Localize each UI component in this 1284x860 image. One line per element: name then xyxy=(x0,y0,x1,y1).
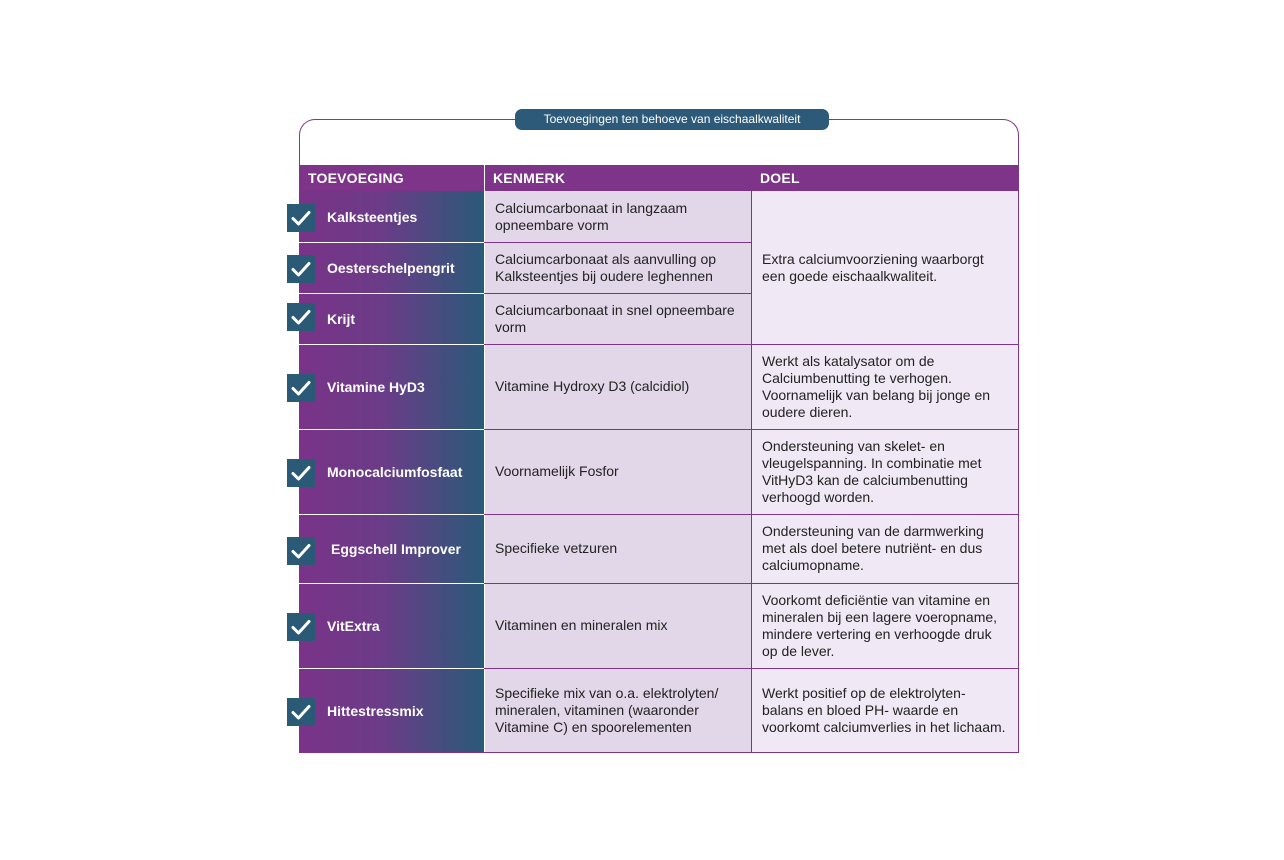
divider xyxy=(299,429,484,430)
divider xyxy=(484,514,1019,515)
checkmark-icon xyxy=(287,255,315,283)
row-kenmerk-hittestressmix: Specifieke mix van o.a. elektrolyten/ mineralen, vitaminen (waaronder Vitamine C) en spoorelementen xyxy=(484,668,751,753)
row-name-eggschell-improver: Eggschell Improver xyxy=(299,514,484,583)
divider xyxy=(299,583,484,584)
divider xyxy=(751,165,752,753)
row-name-krijt: Krijt xyxy=(299,293,484,344)
row-doel-monocalciumfosfaat: Ondersteuning van skelet- en vleugelspanning. In combinatie met VitHyD3 kan de calciumbenutting verhoogd worden. xyxy=(751,429,1019,514)
row-kenmerk-eggschell-improver: Specifieke vetzuren xyxy=(484,514,751,583)
divider xyxy=(484,583,1019,584)
table-title: Toevoegingen ten behoeve van eischaalkwaliteit xyxy=(515,109,829,130)
checkmark-icon xyxy=(287,613,315,641)
checkmark-icon xyxy=(287,698,315,726)
row-kenmerk-kalksteentjes: Calciumcarbonaat in langzaam opneembare vorm xyxy=(484,191,751,242)
checkmark-icon xyxy=(287,537,315,565)
divider xyxy=(484,429,1019,430)
row-name-hittestressmix: Hittestressmix xyxy=(299,668,484,753)
row-name-vitextra: VitExtra xyxy=(299,583,484,668)
divider xyxy=(484,293,751,294)
merged-doel-calcium: Extra calciumvoorziening waarborgt een goede eischaalkwaliteit. xyxy=(751,191,1019,344)
divider xyxy=(299,514,484,515)
checkmark-icon xyxy=(287,204,315,232)
header-kenmerk: KENMERK xyxy=(484,165,751,191)
divider xyxy=(484,165,485,753)
row-kenmerk-krijt: Calciumcarbonaat in snel opneembare vorm xyxy=(484,293,751,344)
row-doel-vitamine-hyd3: Werkt als katalysator om de Calciumbenutting te verhogen. Voornamelijk van belang bij jonge en oudere dieren. xyxy=(751,344,1019,429)
additives-table xyxy=(299,165,1019,753)
row-name-oesterschelpengrit: Oesterschelpengrit xyxy=(299,242,484,293)
row-kenmerk-vitextra: Vitaminen en mineralen mix xyxy=(484,583,751,668)
divider xyxy=(299,242,484,243)
row-doel-eggschell-improver: Ondersteuning van de darmwerking met als doel betere nutriënt- en dus calciumopname. xyxy=(751,514,1019,583)
divider xyxy=(484,242,751,243)
row-doel-vitextra: Voorkomt deficiëntie van vitamine en mineralen bij een lagere voeropname, mindere vertering en verhoogde druk op de lever. xyxy=(751,583,1019,668)
row-doel-hittestressmix: Werkt positief op de elektrolyten- balans en bloed PH- waarde en voorkomt calciumverlies in het lichaam. xyxy=(751,668,1019,753)
row-kenmerk-monocalciumfosfaat: Voornamelijk Fosfor xyxy=(484,429,751,514)
divider xyxy=(299,293,484,294)
checkmark-icon xyxy=(287,374,315,402)
row-name-vitamine-hyd3: Vitamine HyD3 xyxy=(299,344,484,429)
divider xyxy=(484,668,1019,669)
divider xyxy=(299,752,1019,753)
row-kenmerk-vitamine-hyd3: Vitamine Hydroxy D3 (calcidiol) xyxy=(484,344,751,429)
checkmark-icon xyxy=(287,459,315,487)
row-name-monocalciumfosfaat: Monocalciumfosfaat xyxy=(299,429,484,514)
row-name-kalksteentjes: Kalksteentjes xyxy=(299,191,484,242)
divider xyxy=(484,344,1019,345)
divider xyxy=(299,668,484,669)
divider xyxy=(299,344,484,345)
row-kenmerk-oesterschelpengrit: Calciumcarbonaat als aanvulling op Kalksteentjes bij oudere leghennen xyxy=(484,242,751,293)
header-toevoeging: TOEVOEGING xyxy=(299,165,484,191)
checkmark-icon xyxy=(287,303,315,331)
header-doel: DOEL xyxy=(751,165,1019,191)
